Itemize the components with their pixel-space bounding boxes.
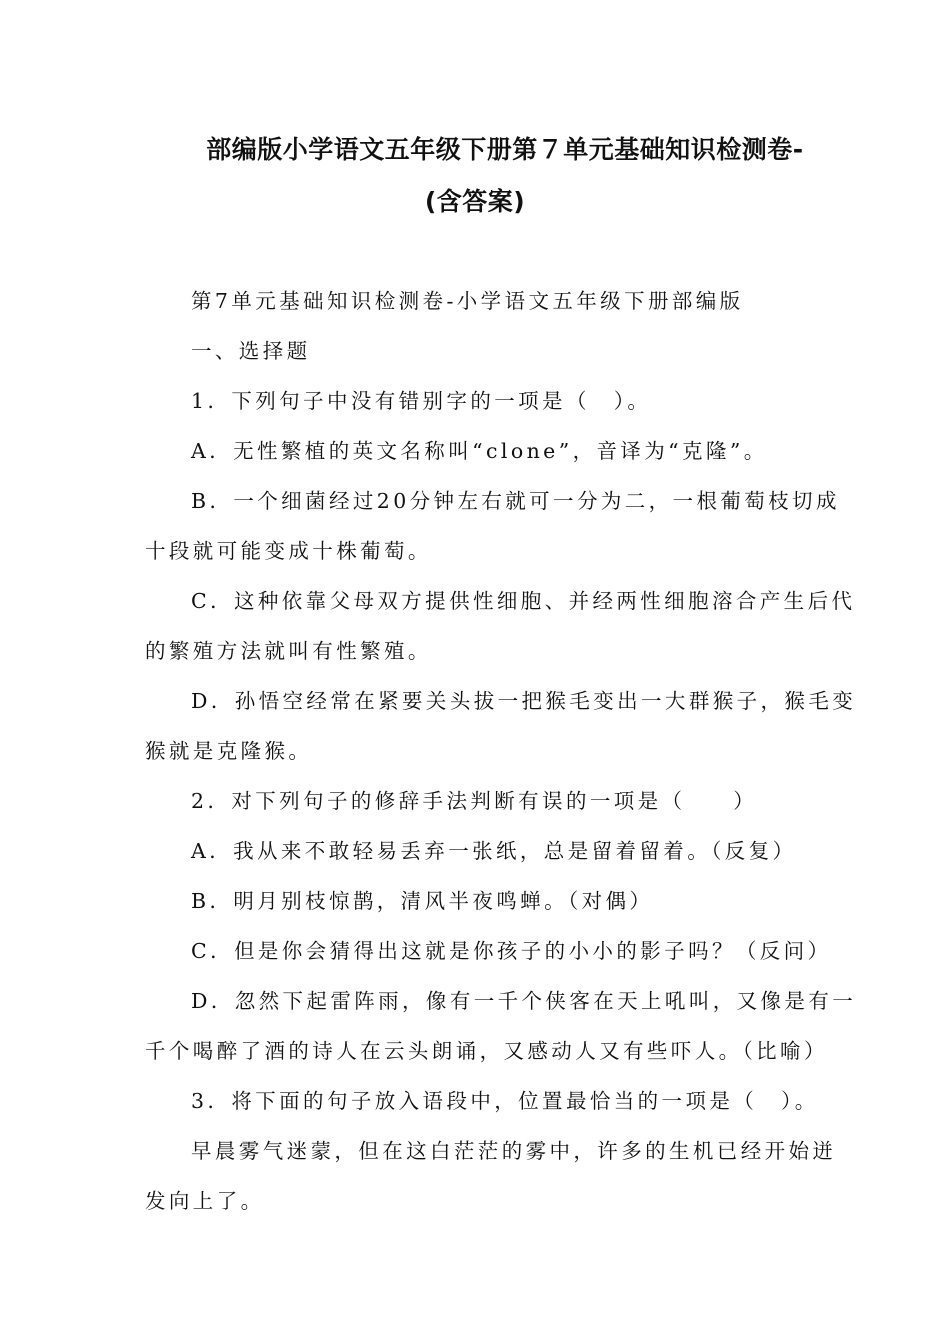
question-1-stem: 1．下列句子中没有错别字的一项是（ ）。 bbox=[191, 389, 652, 413]
question-1-option-b-continued: 十段就可能变成十株葡萄。 bbox=[145, 539, 432, 563]
question-1-option-c-continued: 的繁殖方法就叫有性繁殖。 bbox=[145, 639, 432, 663]
question-1-option-c: C．这种依靠父母双方提供性细胞、并经两性细胞溶合产生后代 bbox=[191, 589, 856, 613]
question-1-option-d-continued: 猴就是克隆猴。 bbox=[145, 739, 313, 763]
question-2-option-a: A．我从来不敢轻易丢弃一张纸，总是留着留着。（反复） bbox=[191, 839, 797, 863]
document-subtitle: 第7单元基础知识检测卷-小学语文五年级下册部编版 bbox=[191, 289, 744, 313]
question-3-passage-continued: 发向上了。 bbox=[145, 1189, 265, 1213]
question-2-option-d: D．忽然下起雷阵雨，像有一千个侠客在天上吼叫，又像是有一 bbox=[191, 989, 857, 1013]
question-2-option-d-continued: 千个喝醉了酒的诗人在云头朗诵，又感动人又有些吓人。（比喻） bbox=[145, 1039, 828, 1063]
document-title: 部编版小学语文五年级下册第７单元基础知识检测卷- bbox=[206, 135, 804, 164]
question-3-stem: 3．将下面的句子放入语段中，位置最恰当的一项是（ ）。 bbox=[191, 1089, 819, 1113]
question-2-option-b: B．明月别枝惊鹊，清风半夜鸣蝉。（对偶） bbox=[191, 889, 654, 913]
question-1-option-a: A．无性繁植的英文名称叫“clone”，音译为“克隆”。 bbox=[191, 439, 768, 463]
question-2-stem: 2．对下列句子的修辞手法判断有误的一项是（ ） bbox=[191, 789, 758, 813]
document-title-suffix: (含答案) bbox=[424, 187, 526, 216]
question-1-option-b: B．一个细菌经过20分钟左右就可一分为二，一根葡萄枝切成 bbox=[191, 489, 840, 513]
question-2-option-c: C．但是你会猜得出这就是你孩子的小小的影子吗？（反问） bbox=[191, 939, 832, 963]
section-heading: 一、选择题 bbox=[191, 339, 311, 363]
question-1-option-d: D．孙悟空经常在紧要关头拔一把猴毛变出一大群猴子，猴毛变 bbox=[191, 689, 857, 713]
question-3-passage: 早晨雾气迷蒙，但在这白茫茫的雾中，许多的生机已经开始迸 bbox=[191, 1139, 837, 1163]
